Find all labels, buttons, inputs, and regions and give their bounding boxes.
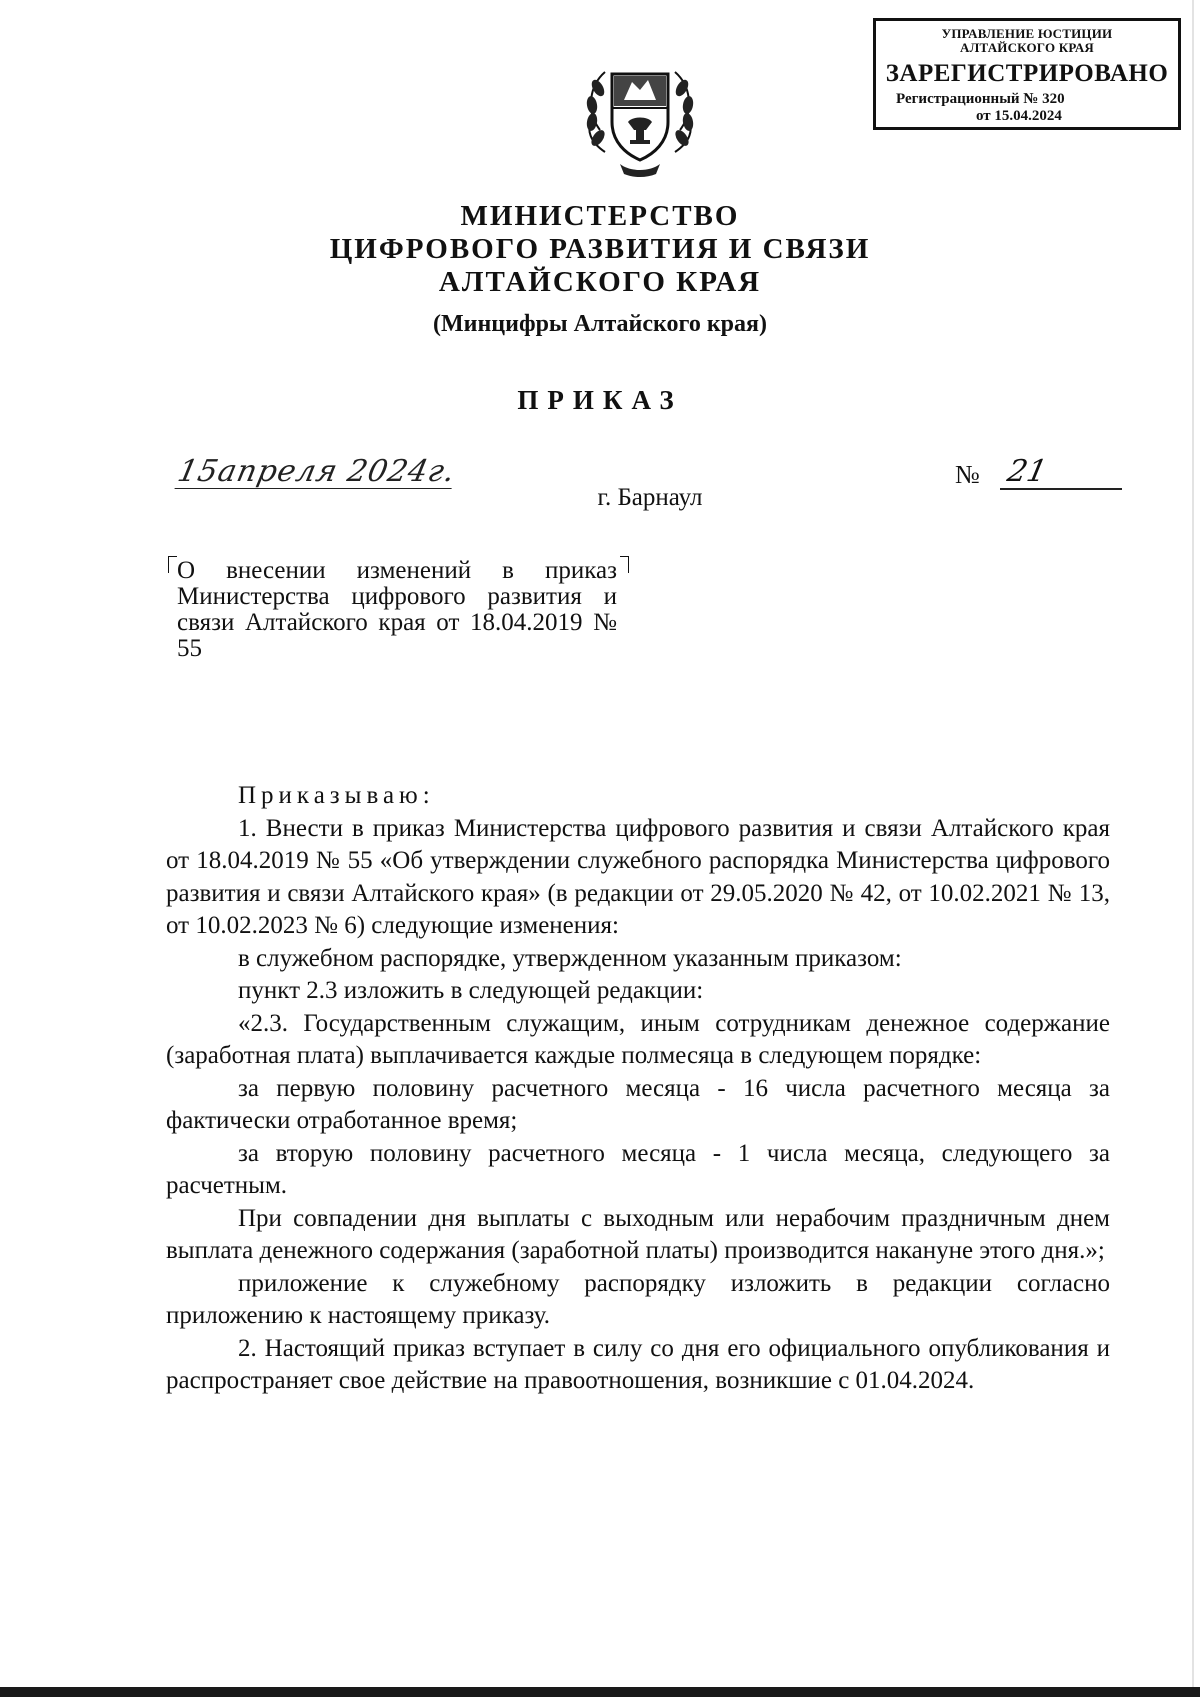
subject-text: О внесении изменений в приказ Министерства цифрового развития и связи Алтайского края от 18.04.2019 № 55 bbox=[177, 557, 617, 662]
stamp-title: ЗАРЕГИСТРИРОВАНО bbox=[885, 60, 1169, 87]
city: г. Барнаул bbox=[597, 484, 703, 511]
stamp-organization bbox=[876, 27, 1178, 55]
stamp-org-line2: АЛТАЙСКОГО КРАЯ bbox=[960, 40, 1094, 55]
stamp-reg-date: от 15.04.2024 bbox=[976, 108, 1062, 124]
scan-edge-bottom bbox=[0, 1687, 1200, 1697]
handwritten-date: 15апреля 2024г. bbox=[174, 454, 459, 489]
paragraph-9: 2. Настоящий приказ вступает в силу со дня его официального опубликования и распространяет свое действие на правоотношения, возникшие с 01.04.2024. bbox=[166, 1334, 1110, 1394]
paragraph-2: в служебном распорядке, утвержденном указанным приказом: bbox=[238, 944, 902, 972]
paragraph-7: При совпадении дня выплаты с выходным или нерабочим праздничным днем выплата денежного содержания (заработной платы) производится накануне этого дня.»; bbox=[166, 1204, 1110, 1264]
document-body bbox=[166, 780, 1110, 1398]
paragraph-5: за первую половину расчетного месяца - 16 числа расчетного месяца за фактически отработанное время; bbox=[166, 1074, 1110, 1134]
stamp-reg-number: Регистрационный № 320 bbox=[896, 91, 1065, 107]
ministry-line1: МИНИСТЕРСТВО bbox=[460, 200, 740, 232]
document-subject bbox=[177, 558, 617, 662]
registration-stamp bbox=[873, 18, 1181, 130]
paragraph-3: пункт 2.3 изложить в следующей редакции: bbox=[238, 977, 704, 1004]
paragraph-8: приложение к служебному распорядку изложить в редакции согласно приложению к настоящему приказу. bbox=[166, 1269, 1110, 1329]
ministry-line2: ЦИФРОВОГО РАЗВИТИЯ И СВЯЗИ bbox=[329, 233, 871, 265]
subject-corner-right bbox=[620, 556, 629, 573]
scan-edge-right bbox=[1192, 0, 1194, 1697]
paragraph-6: за вторую половину расчетного месяца - 1 числа месяца, следующего за расчетным. bbox=[166, 1139, 1110, 1199]
number-label: № bbox=[955, 460, 980, 489]
altai-krai-coat-of-arms-icon bbox=[580, 60, 700, 182]
paragraph-4: «2.3. Государственным служащим, иным сотрудникам денежное содержание (заработная плата) выплачивается каждые полмесяца в следующем порядке: bbox=[166, 1009, 1110, 1069]
handwritten-number: 21 bbox=[1004, 454, 1050, 489]
paragraph-order-intro: Приказываю: bbox=[238, 782, 435, 809]
ministry-line3: АЛТАЙСКОГО КРАЯ bbox=[438, 266, 762, 298]
document-type: ПРИКАЗ bbox=[517, 385, 683, 415]
paragraph-1: 1. Внести в приказ Министерства цифрового развития и связи Алтайского края от 18.04.2019 № 55 «Об утверждении служебного распорядка Министерства цифрового развития и связи Алтайского края» (в редакции от 29.05.2020 № 42, от 10.02.2021 № 13, от 10.02.2023 № 6) следующие изменения: bbox=[166, 814, 1110, 939]
subject-corner-left bbox=[168, 556, 177, 573]
ministry-name bbox=[300, 200, 900, 299]
stamp-org-line1: УПРАВЛЕНИЕ ЮСТИЦИИ bbox=[941, 26, 1113, 41]
ministry-short-name: (Минцифры Алтайского края) bbox=[433, 311, 767, 337]
